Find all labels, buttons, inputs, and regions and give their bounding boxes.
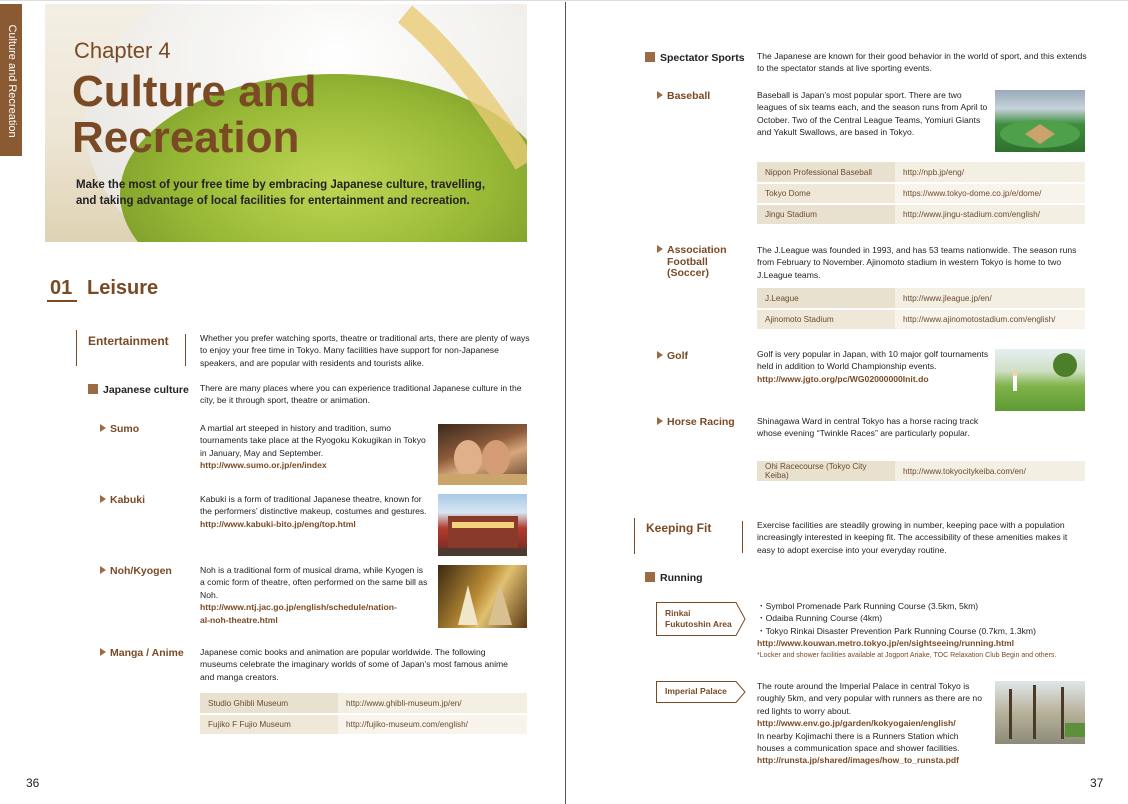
side-tab-label: Culture and Recreation (6, 24, 18, 138)
horse-text: Shinagawa Ward in central Tokyo has a horse racing track whose evening “Twinkle Races” are particularly popular. (757, 416, 979, 439)
kabuki-building-illustration (438, 494, 527, 556)
baseball-org-url[interactable]: http://www.jingu-stadium.com/english/ (895, 204, 1085, 225)
golf-description: Golf is very popular in Japan, with 10 major golf tournaments held in addition to World Championship events. (757, 349, 989, 372)
keeping-fit-rule-left (634, 518, 635, 554)
museum-name: Fujiko F Fujio Museum (200, 714, 338, 735)
triangle-bullet-icon (100, 424, 106, 432)
table-row (200, 693, 527, 714)
golf-text (757, 348, 989, 385)
triangle-bullet-icon (100, 566, 106, 574)
keeping-fit-rule-right (742, 521, 743, 553)
rinkai-note: *Locker and shower facilities available at Jogport Ariake, TOC Relaxation Club Begin and others. (757, 651, 1057, 659)
page-number-left: 36 (26, 776, 40, 790)
football-heading-line3: (Soccer) (667, 267, 710, 279)
spectator-heading-text: Spectator Sports (660, 52, 745, 64)
golf-heading-text: Golf (667, 350, 688, 362)
table-row (757, 288, 1085, 309)
triangle-bullet-icon (100, 648, 106, 656)
museum-name: Studio Ghibli Museum (200, 693, 338, 714)
entertainment-heading: Entertainment (88, 334, 169, 348)
rinkai-label-line2: Fukutoshin Area (665, 618, 732, 629)
table-row (757, 204, 1085, 225)
baseball-text: Baseball is Japan’s most popular sport. There are two leagues of six teams each, and the season runs from April to October. Two of the Central League Teams, Yomiuri Giants and Yakult Swallows, are based in Tokyo. (757, 90, 988, 138)
square-bullet-icon (645, 52, 655, 62)
baseball-org-name: Tokyo Dome (757, 183, 895, 204)
triangle-bullet-icon (100, 495, 106, 503)
sumo-heading (100, 423, 139, 435)
list-item: ・Symbol Promenade Park Running Course (3.5km, 5km) (757, 601, 979, 611)
football-table (757, 288, 1085, 331)
manga-heading (100, 647, 184, 659)
square-bullet-icon (88, 384, 98, 394)
manga-text: Japanese comic books and animation are popular worldwide. The following museums celebrate the imaginary worlds of some of Japan’s most famous anime and manga creators. (200, 647, 508, 682)
entertainment-text: Whether you prefer watching sports, theatre or traditional arts, there are plenty of ways to enjoy your free time in Tokyo. Many facilities have support for non-Japanese speakers, and are popular with residents and tourists alike. (200, 333, 530, 368)
table-row (757, 183, 1085, 204)
baseball-org-url[interactable]: http://npb.jp/eng/ (895, 162, 1085, 183)
noh-text (200, 564, 428, 626)
runners-station-link[interactable]: http://runsta.jp/shared/images/how_to_runsta.pdf (757, 755, 959, 766)
racecourse-url[interactable]: http://www.tokyocitykeiba.com/en/ (895, 461, 1085, 482)
noh-link-line2[interactable]: al-noh-theatre.html (200, 614, 278, 625)
noh-description: Noh is a traditional form of musical drama, while Kyogen is a comic form of theatre, often performed on the same bill as Noh. (200, 565, 428, 600)
museum-url[interactable]: http://www.ghibli-museum.jp/en/ (338, 693, 527, 714)
noh-heading-text: Noh/Kyogen (110, 565, 172, 577)
noh-link-line1[interactable]: http://www.ntj.jac.go.jp/english/schedule/nation- (200, 602, 397, 613)
golfer-illustration (995, 349, 1085, 411)
sumo-heading-text: Sumo (110, 423, 140, 435)
imperial-label-text: Imperial Palace (665, 686, 727, 696)
racecourse-name: Ohi Racecourse (Tokyo City Keiba) (757, 461, 895, 482)
rinkai-label (656, 602, 746, 636)
kabuki-heading-text: Kabuki (110, 494, 146, 506)
noh-actors-illustration (438, 565, 527, 628)
football-org-name: Ajinomoto Stadium (757, 309, 895, 330)
football-org-url[interactable]: http://www.jleague.jp/en/ (895, 288, 1085, 309)
table-row (757, 162, 1085, 183)
baseball-org-url[interactable]: https://www.tokyo-dome.co.jp/e/dome/ (895, 183, 1085, 204)
football-heading (657, 245, 727, 280)
table-row (200, 714, 527, 735)
noh-heading (100, 565, 172, 577)
trees-path-illustration (995, 681, 1085, 744)
manga-museum-table (200, 693, 527, 736)
horse-heading (657, 416, 735, 428)
entertainment-rule-right (185, 334, 186, 366)
chapter-intro: Make the most of your free time by embracing Japanese culture, travelling, and taking advantage of local facilities for entertainment and recreation. (76, 179, 486, 207)
imperial-palace-photo (995, 681, 1085, 744)
sumo-text (200, 422, 428, 472)
football-org-url[interactable]: http://www.ajinomotostadium.com/english/ (895, 309, 1085, 330)
triangle-bullet-icon (657, 417, 663, 425)
imperial-link[interactable]: http://www.env.go.jp/garden/kokyogaien/english/ (757, 718, 956, 729)
page-number-right: 37 (1090, 776, 1104, 790)
golf-course-photo (995, 349, 1085, 411)
section-number-underline (47, 300, 77, 302)
kabuki-theatre-photo (438, 494, 527, 556)
kabuki-text (200, 493, 428, 530)
museum-url[interactable]: http://fujiko-museum.com/english/ (338, 714, 527, 735)
football-heading-line1: Association (667, 244, 727, 256)
keeping-fit-text: Exercise facilities are steadily growing in number, keeping pace with a population increasingly interested in keeping fit. The accessibility of these amenities makes it easy to adopt exercise into your everyday routine. (757, 520, 1068, 555)
chapter-title-line2: Recreation (72, 113, 300, 162)
football-org-name: J.League (757, 288, 895, 309)
spectator-heading (645, 52, 745, 64)
top-rule (0, 0, 1128, 1)
kabuki-description: Kabuki is a form of traditional Japanese theatre, known for the performers’ distinctive makeup, costumes and gestures. (200, 494, 427, 517)
baseball-org-name: Jingu Stadium (757, 204, 895, 225)
sumo-link[interactable]: http://www.sumo.or.jp/en/index (200, 460, 327, 471)
table-row (757, 461, 1085, 482)
imperial-label (656, 681, 746, 703)
baseball-heading-text: Baseball (667, 90, 711, 102)
keeping-fit-heading: Keeping Fit (646, 521, 712, 535)
triangle-bullet-icon (657, 245, 663, 253)
list-item: ・Odaiba Running Course (4km) (757, 613, 883, 624)
rinkai-label-line1: Rinkai (665, 608, 691, 618)
rinkai-list (757, 600, 1087, 662)
triangle-bullet-icon (657, 91, 663, 99)
triangle-bullet-icon (657, 351, 663, 359)
football-text: The J.League was founded in 1993, and has 53 teams nationwide. The season runs from February to November. Ajinomoto stadium in western Tokyo is home to two J.League teams. (757, 245, 1077, 280)
list-item: ・Tokyo Rinkai Disaster Prevention Park Running Course (0.7km, 1.3km) (757, 625, 1036, 636)
imperial-description: The route around the Imperial Palace in central Tokyo is roughly 5km, and very popular with runners as there are no red lights to worry about. (757, 681, 982, 716)
japanese-culture-text: There are many places where you can experience traditional Japanese culture in the city, be it through sport, theatre or animation. (200, 383, 522, 406)
japanese-culture-heading-text: Japanese culture (103, 384, 189, 396)
golf-link[interactable]: http://www.jgto.org/pc/WG02000000Init.do (757, 373, 929, 384)
chapter-title-line1: Culture and (72, 67, 317, 116)
noh-performance-photo (438, 565, 527, 628)
chapter-label: Chapter 4 (74, 38, 171, 63)
stadium-illustration (995, 90, 1085, 152)
manga-heading-text: Manga / Anime (110, 647, 184, 659)
japanese-culture-heading (88, 384, 189, 396)
spectator-text: The Japanese are known for their good behavior in the world of sport, and this extends to the spectator stands at live sporting events. (757, 51, 1087, 74)
section-number: 01 (50, 277, 73, 299)
sumo-photo (438, 424, 527, 485)
baseball-stadium-photo (995, 90, 1085, 152)
running-heading (645, 572, 703, 584)
sumo-wrestlers-illustration (438, 424, 527, 485)
horse-table (757, 461, 1085, 483)
running-heading-text: Running (660, 572, 703, 584)
runners-station-description: In nearby Kojimachi there is a Runners Station which houses a communication space and shower facilities. (757, 730, 960, 754)
kabuki-link[interactable]: http://www.kabuki-bito.jp/eng/top.html (200, 518, 356, 529)
baseball-org-name: Nippon Professional Baseball (757, 162, 895, 183)
sumo-description: A martial art steeped in history and tradition, sumo tournaments take place at the Ryogoku Kokugikan in Tokyo in January, May and September. (200, 423, 426, 458)
square-bullet-icon (645, 572, 655, 582)
entertainment-rule-left (76, 330, 77, 366)
section-title: Leisure (87, 277, 159, 299)
imperial-text (757, 680, 987, 767)
page-divider (565, 2, 566, 804)
baseball-heading (657, 90, 710, 102)
rinkai-link[interactable]: http://www.kouwan.metro.tokyo.jp/en/sightseeing/running.html (757, 638, 1015, 649)
kabuki-heading (100, 494, 145, 506)
football-heading-line2: Football (667, 255, 708, 268)
horse-heading-text: Horse Racing (667, 416, 735, 428)
baseball-table (757, 162, 1085, 226)
golf-heading (657, 350, 688, 362)
table-row (757, 309, 1085, 330)
